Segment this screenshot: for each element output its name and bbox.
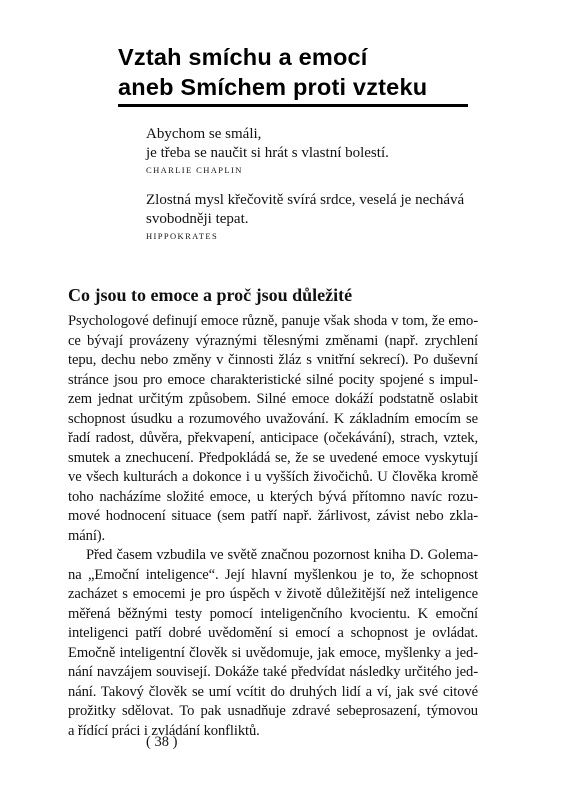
epigraph-quote-line: Abychom se smáli, xyxy=(146,126,262,142)
text-line: měřená běžnými testy pomocí inteligenčního kvocientu. K emoční xyxy=(68,605,478,622)
text-line: smutek a znechucení. Předpokládá se, že se uvedené emoce vyskytují xyxy=(68,449,478,466)
epigraph xyxy=(146,125,476,177)
section-heading: Co jsou to emoce a proč jsou důležité xyxy=(68,285,353,305)
text-line: řadí radost, důvěra, překvapení, anticipace (očekávání), strach, vztek, xyxy=(68,430,478,446)
text-line: na „Emoční inteligence“. Její hlavní myšlenkou je to, že schopnost xyxy=(68,566,478,583)
text-line: toho nacházíme složité emoce, u kterých bývá přítomno navíc rozu- xyxy=(68,488,478,505)
text-line: zem jednat určitým způsobem. Silné emoce dokáží podstatně oslabit xyxy=(68,391,478,407)
text-line: inteligenci patří dobré uvědomění si emocí a schopnost je ovládat. xyxy=(68,625,478,641)
text-line: nání. Takový člověk se umí vcítit do druhých lidí a ví, jak své citové xyxy=(68,683,478,700)
paragraph xyxy=(68,546,478,741)
text-line: Před časem vzbudila ve světě značnou pozornost kniha D. Golema- xyxy=(86,547,478,563)
text-line: mové hodnocení situace (sem patří např. žárlivost, závist nebo zkla- xyxy=(68,508,478,524)
body-text xyxy=(68,312,478,741)
text-line: stránce jsou pro emoce charakteristické silné pocity spojené s impul- xyxy=(68,371,478,388)
epigraph-author: CHARLIE CHAPLIN xyxy=(146,165,243,175)
text-line: Psychologové definují emoce různě, panuje však shoda v tom, že emo- xyxy=(68,313,478,329)
chapter-title-line-1: Vztah smíchu a emocí xyxy=(118,44,368,70)
epigraph xyxy=(146,191,476,243)
epigraph-author: HIPPOKRATES xyxy=(146,231,219,241)
chapter-title xyxy=(118,42,468,102)
epigraph-quote-line: Zlostná mysl křečovitě svírá srdce, veselá je nechává xyxy=(146,192,465,208)
text-line: schopnost úsudku a rozumového uvažování. K základním emocím se xyxy=(68,410,478,427)
text-line: Emočně inteligentní člověk si uvědomuje, jak emoce, myšlenky a jed- xyxy=(68,644,478,661)
text-line: ce bývají provázeny výraznými tělesnými změnami (např. zrychlení xyxy=(68,332,478,349)
text-line: ve všech kulturách a dokonce i u vyšších živočichů. U člověka kromě xyxy=(68,469,478,485)
chapter-title-line-2: aneb Smíchem proti vzteku xyxy=(118,74,428,100)
epigraph-quote-line: svobodněji tepat. xyxy=(146,211,249,227)
text-line: prožitky sdělovat. To pak usnadňuje zdravé sebeprosazení, týmovou xyxy=(68,703,478,719)
epigraph-quote-line: je třeba se naučit si hrát s vlastní bolestí. xyxy=(146,145,389,161)
text-line: zacházet s emocemi je pro úspěch v životě důležitější než inteligence xyxy=(68,586,478,602)
paragraph xyxy=(68,312,478,546)
text-line: mání). xyxy=(68,527,106,544)
text-line: nání navzájem souvisejí. Dokáže také předvídat následky určitého jed- xyxy=(68,664,478,680)
page-number: ( 38 ) xyxy=(146,734,178,750)
text-line: a řídící práci i zvládání konfliktů. xyxy=(68,722,260,739)
text-line: tepu, dechu nebo změny v činnosti žláz s vnitřní sekrecí). Po duševní xyxy=(68,352,478,368)
title-rule xyxy=(118,104,468,107)
